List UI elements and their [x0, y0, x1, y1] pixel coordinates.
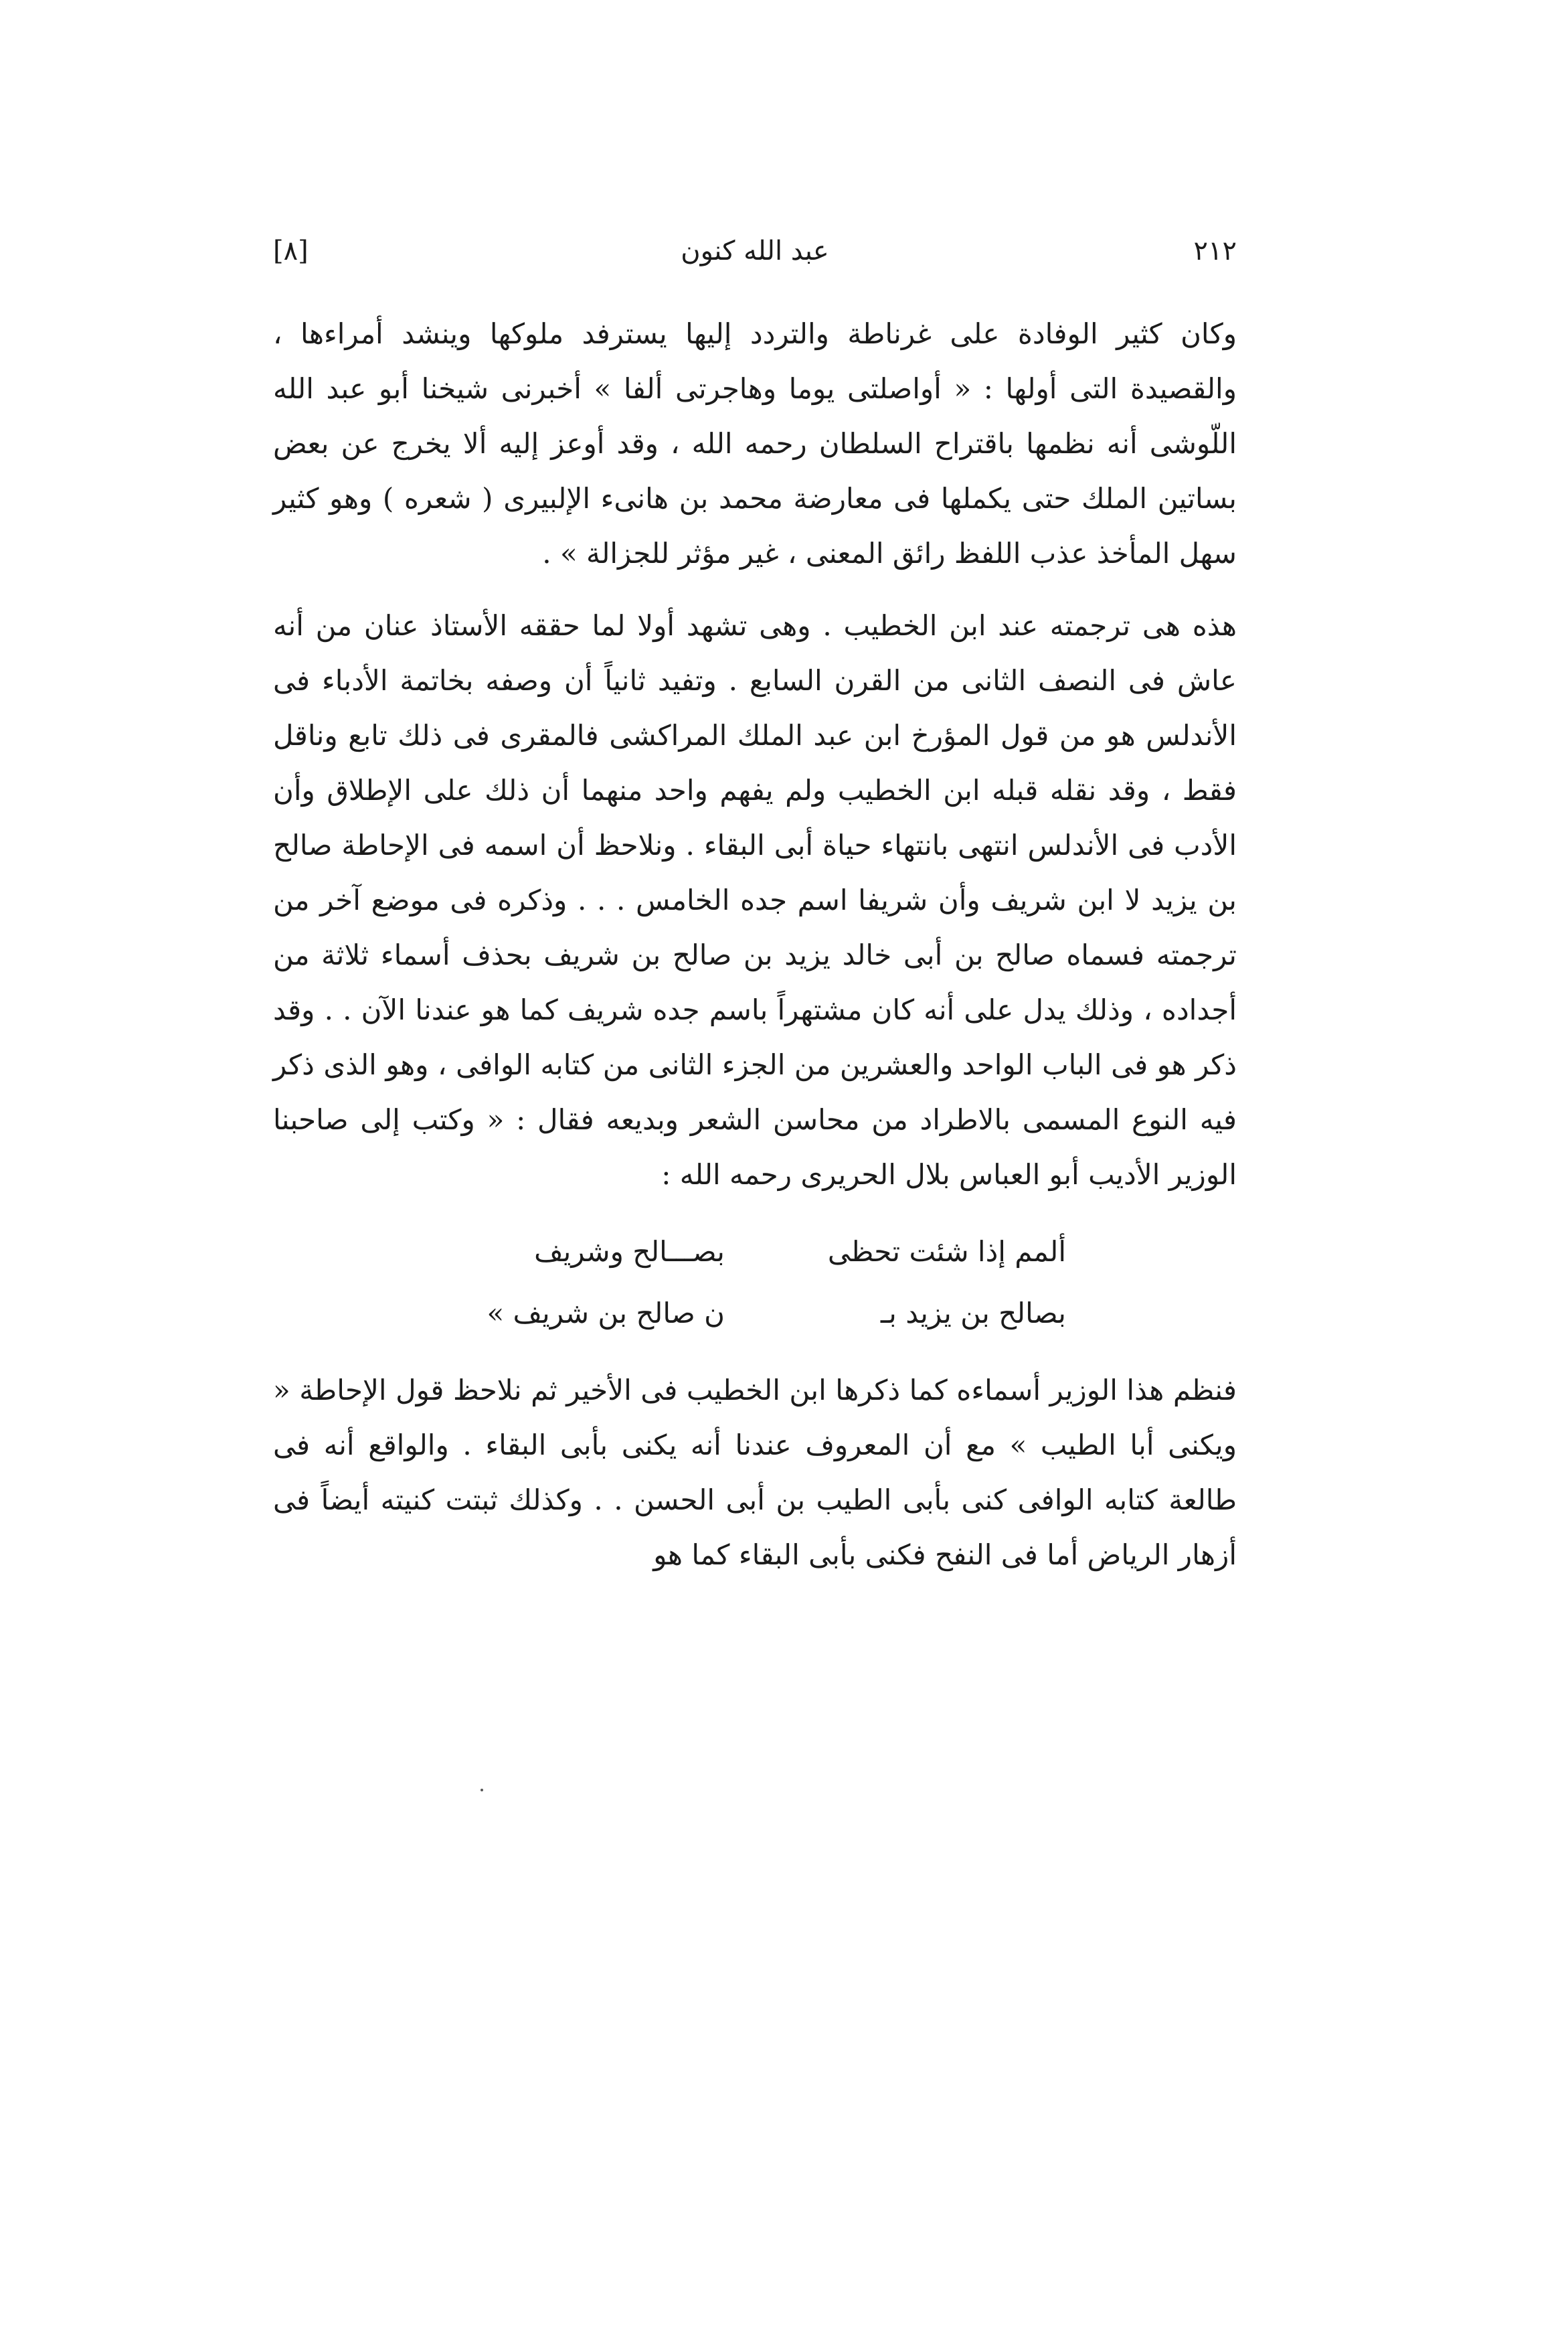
paragraph-2: هذه هى ترجمته عند ابن الخطيب . وهى تشهد أولا لما حققه الأستاذ عنان من أنه عاش فى النصف الثانى من القرن السابع . وتفيد ثانياً أن وصفه بخاتمة الأدباء فى الأندلس هو من قول المؤرخ ابن عبد الملك المراكشى فالمقرى فى ذلك تابع وناقل فقط ، وقد نقله قبله ابن الخطيب ولم يفهم واحد منهما أن ذلك على الإطلاق وأن الأدب فى الأندلس انتهى بانتهاء حياة أبى البقاء . ونلاحظ أن اسمه فى الإحاطة صالح بن يزيد لا ابن شريف وأن شريفا اسم جده الخامس . . . وذكره فى موضع آخر من ترجمته فسماه صالح بن أبى خالد يزيد بن صالح بن شريف بحذف أسماء ثلاثة من أجداده ، وذلك يدل على أنه كان مشتهراً باسم جده شريف كما هو عندنا الآن . . وقد ذكر هو فى الباب الواحد والعشرين من الجزء الثانى من كتابه الوافى ، وهو الذى ذكر فيه النوع المسمى بالاطراد من محاسن الشعر وبديعه فقال : « وكتب إلى صاحبنا الوزير الأديب أبو العباس بلال الحريرى رحمه الله : [273, 609, 1237, 1191]
running-title: عبد الله كنون [681, 236, 829, 266]
poem-verse-1 [273, 1221, 1237, 1283]
poem-verse-2-first-hemistich: بصالح بن يزيد بـ [880, 1297, 1066, 1329]
poem-block [273, 1221, 1237, 1344]
body-text [273, 307, 1237, 1583]
poem-verse-1-first-hemistich: ألمم إذا شئت تحظى [827, 1235, 1066, 1268]
page-header [273, 236, 1237, 289]
poem-verse-2 [273, 1283, 1237, 1344]
stray-ink-dot [481, 1789, 483, 1791]
paragraph-3: فنظم هذا الوزير أسماءه كما ذكرها ابن الخطيب فى الأخير ثم نلاحظ قول الإحاطة « ويكنى أبا الطيب » مع أن المعروف عندنا أنه يكنى بأبى البقاء . والواقع أنه فى طالعة كتابه الوافى كنى بأبى الطيب بن أبى الحسن . . وكذلك ثبتت كنيته أيضاً فى أزهار الرياض أما فى النفح فكنى بأبى البقاء كما هو [273, 1374, 1237, 1571]
section-mark: [٨] [273, 236, 309, 266]
poem-verse-2-second-hemistich: ن صالح بن شريف » [487, 1297, 725, 1329]
page-number: ٢١٢ [1193, 236, 1237, 266]
poem-verse-1-second-hemistich: بصـــالح وشريف [534, 1235, 725, 1268]
paragraph-1: وكان كثير الوفادة على غرناطة والتردد إليها يسترفد ملوكها وينشد أمراءها ، والقصيدة التى أولها : « أواصلتى يوما وهاجرتى ألفا » أخبرنى شيخنا أبو عبد الله اللّوشى أنه نظمها باقتراح السلطان رحمه الله ، وقد أوعز إليه ألا يخرج عن بعض بساتين الملك حتى يكملها فى معارضة محمد بن هانىء الإلبيرى ( شعره ) وهو كثير سهل المأخذ عذب اللفظ رائق المعنى ، غير مؤثر للجزالة » . [273, 317, 1237, 570]
